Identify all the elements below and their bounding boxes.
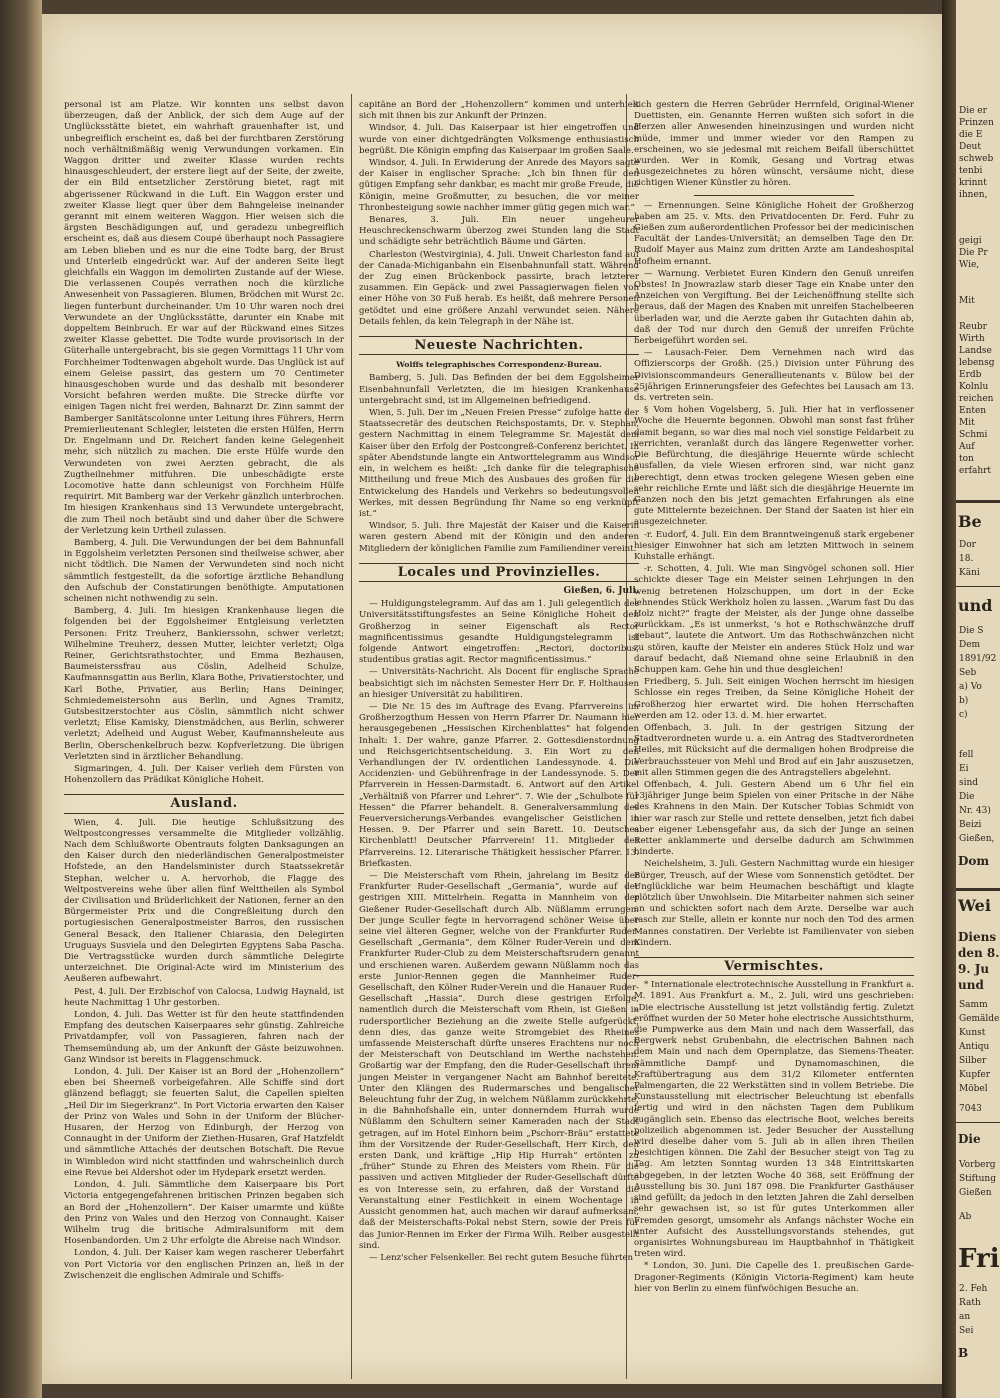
text-fragment: Rath [959,1298,981,1308]
text-fragment: Kolnlu [959,382,989,392]
ad-heading-fragment: Wei [958,896,991,915]
text-fragment: Die [959,792,975,802]
text-fragment: Die er [959,106,987,116]
article-paragraph: sich gestern die Herren Gebrüder Herrnfeld, Original-Wiener Duettisten, ein. Genannte Herren wußten sich sofort in die Herzen aller Anwesenden hineinzusingen und wurden nicht müde, immer und immer wieder vor den Rampen zu erscheinen, wo sie jedesmal mit reichem Beifall überschüttet wurden. Wer in Komik, Gesang und Vortrag etwas Ausgezeichnetes zu hören wünscht, versäume nicht, diese richtigen Wiener Künstler zu hören. [634,100,914,189]
article-paragraph: — Huldigungstelegramm. Auf das am 1. Juli gelegentlich des Universitätsstiftungsfestes an Seine Königliche Hoheit den Großherzog in seiner Eigenschaft als Rector magnificentissimus gesandte Huldigungstelegramm ist folgende Antwort eingetroffen: „Rectori, doctoribus, studentibus gratias agit. Rector magnificentissimus.“ [359,599,639,666]
article-paragraph: Windsor, 5. Juli. Ihre Majestät der Kaiser und die Kaiserin waren gestern Abend mit der Königin und den anderen Mitgliedern der königlichen Familie zum Familiendiner vereint. [359,521,639,554]
text-fragment: Silber [959,1056,987,1066]
text-fragment: Auf [959,442,975,452]
text-fragment: lebensg [959,358,995,368]
text-fragment: schweb [959,154,994,164]
article-paragraph: -r. Eudorf, 4. Juli. Ein dem Branntweingenuß stark ergebener hiesiger Einwohner hat sich am letzten Mittwoch in seinem Kuhstalle erhängt. [634,529,914,562]
section-heading-neueste-nachrichten: Neueste Nachrichten. [359,336,639,355]
text-fragment: Dor [959,540,976,550]
text-fragment: Erdb [959,370,982,380]
rule [956,500,1000,503]
article-paragraph: Friedberg, 5. Juli. Seit einigen Wochen herrscht im hiesigen Schlosse ein reges Treiben, da Seine Königliche Hoheit der Großherzog hier erwartet wird. Die hohen Herrschaften werden am 12. oder 13. d. M. hier erwartet. [634,677,914,721]
text-fragment: b) [959,696,969,706]
text-fragment: fell [959,750,974,760]
page-gutter [942,0,956,1398]
text-fragment: tenbi [959,166,983,176]
column-1 [64,100,344,1283]
text-fragment: Kupfer [959,1070,991,1080]
text-fragment: Möbel [959,1084,988,1094]
article-paragraph: Offenbach, 4. Juli. Gestern Abend um 6 Uhr fiel ein 13jähriger Junge beim Spielen von einer Pritsche in der Nähe des Krahnens in den Main. Der Kutscher Tobias Schmidt von hier war rasch zur Stelle und rettete denselben, jetzt fich dabei aber eigener Lebensgefahr aus, da sich der Junge an seinen Retter anklammerte und derselbe dadurch am Schwimmen hinderte. [634,779,914,858]
section-subheading: Wolffs telegraphisches Correspondenz-Bureau. [396,360,602,370]
article-paragraph: London, 4. Juli. Sämmtliche dem Kaiserpaare bis Port Victoria entgegengefahrenen britischen Prinzen begaben sich an Bord der „Hohenzollern“. Der Kaiser umarmte und küßte den Prinz von Wales und den Herzog von Connaught. Kaiser Wilhelm trug die britische Admiralsuniform mit dem Hosenbandorden. Um 2 Uhr erfolgte die Abreise nach Windsor. [64,1180,344,1247]
text-fragment: an [959,1312,971,1322]
rule [956,888,1000,891]
text-fragment: Dom [958,854,990,868]
text-fragment: Wie, [959,260,980,270]
article-paragraph: — Die Nr. 15 des im Auftrage des Evang. Pfarrvereins im Großherzogthum Hessen von Herrn Pfarrer Dr. Naumann hier herausgegebenen „Hessischen Kirchenblattes“ hat folgenden Inhalt: 1. Der wahre, ganze Pfarrer. 2. Gottesdienstordnung und Reichsgerichtsentscheidung. 3. Ein Wort zu den Verhandlungen der IV. ordentlichen Landessynode. 4. Die Accidenzien- und Gebührenfrage in der Landessynode. 5. Der Pfarrverein in Hessen-Darmstadt. 6. Antwort auf den Artikel „Verhältniß von Pfarrer und Lehrer“. 7. Wie der „Schulbote für Hessen“ die Pfarrer behandelt. 8. Generalversammlung des Feuerversicherungs-Verbandes evangelischer Geistlichen in Hessen. 9. Der Pfarrer und sein Barett. 10. Deutsches Kirchenblatt! Deutscher Pfarrverein! 11. Mitglieder des Pfarrvereins. 12. Literarische Thätigkeit hessischer Pfarrer. 13. Briefkasten. [359,701,639,869]
article-paragraph: — Ernennungen. Seine Königliche Hoheit der Großherzog haben am 25. v. Mts. den Privatdocenten Dr. Ferd. Fuhr zu Gießen zum außerordentlichen Professor bei der medicinischen Facultät der Landes-Universität; an demselben Tage den Dr. Rudolf Mayer aus Mainz zum dritten Arzte am Landeshospital Hofheim ernannt. [634,200,914,267]
text-fragment: Dem [959,640,981,650]
divider [694,195,854,196]
ad-heading-fragment: und [958,596,993,615]
text-fragment: c) [959,710,968,720]
article-paragraph: — Universitäts-Nachricht. Als Docent für englische Sprache beabsichtigt sich im nächsten Semester Herr Dr. F. Holthausen an hiesiger Universität zu habilitiren. [359,667,639,700]
text-fragment: Die [958,1132,981,1146]
text-fragment: Seb [959,668,977,678]
article-paragraph: Sigmaringen, 4. Juli. Der Kaiser verlieh dem Fürsten von Hohenzollern das Prädikat Königliche Hoheit. [64,763,344,786]
text-fragment: B [958,1346,969,1360]
section-heading-locales: Locales und Provinzielles. [359,563,639,582]
section-heading-ausland: Ausland. [64,794,344,813]
text-fragment: Sei [959,1326,974,1336]
text-fragment: Gemälde [959,1014,1000,1024]
article-paragraph: London, 4. Juli. Der Kaiser kam wegen rascherer Ueberfahrt von Port Victoria vor den englischen Prinzen an, ließ in der Zwischenzeit die englischen Admirale und Schiffs- [64,1248,344,1281]
text-fragment: erfahrt [959,466,992,476]
text-fragment: die E [959,130,983,140]
article-paragraph: Neichelsheim, 3. Juli. Gestern Nachmittag wurde ein hiesiger Bürger, Treusch, auf der Wiese vom Sonnenstich getödtet. Der Unglückliche war beim Heumachen beschäftigt und klagte plötzlich über Unwohlsein. Die Mitarbeiter nahmen sich seiner an und schickten sofort nach dem Arzte. Derselbe war auch rasch zur Stelle, allein er konnte nur noch den Tod des armen Mannes constatiren. Der Verlebte ist Familienvater von sieben Kindern. [634,859,914,948]
article-paragraph: Windsor, 4. Juli. Das Kaiserpaar ist hier eingetroffen und wurde von einer dichtgedrängten Volksmenge enthusiastisch begrüßt. Die Königin empfing das Kaiserpaar im großen Saale. [359,123,639,156]
text-fragment: Die S [959,626,984,636]
text-fragment: a) Vo [959,682,982,692]
text-fragment: Deut [959,142,981,152]
text-fragment: Gießen [959,1188,992,1198]
article-paragraph: London, 4. Juli. Der Kaiser ist an Bord der „Hohenzollern“ eben bei Sheerneß vorbeigefahren. Alle Schiffe sind dort glänzend beflaggt; sie feuerten Salut, die Capellen spielten „Heil Dir im Siegerkranz“. In Port Victoria erwarten den Kaiser der Prinz von Wales und Sohn in der Uniform der Blücher-Husaren, der Herzog von Edinburgh, der Herzog von Connaught in der Uniform der Ziethen-Husaren, Graf Hatzfeldt und sämmtliche Attachés der deutschen Botschaft. Die Revue in Wimbledon wird nicht stattfinden und wahrscheinlich durch eine Revue bei Aldershot oder im Hydepark ersetzt werden. [64,1067,344,1178]
text-fragment: Samm [959,1000,988,1010]
article-paragraph: personal ist am Platze. Wir konnten uns selbst davon überzeugen, daß der Anblick, der sich dem Auge auf der Unglücksstätte bietet, ein wahrhaft grauenhafter ist, und unbegreiflich erscheint es, daß bei der furchtbaren Zerstörung noch verhältnißmäßig wenig Verwundungen vorkamen. Ein Waggon dritter und zweiter Klasse wurden rechts hinausgeschleudert, der erstere liegt auf der Seite, der zweite, der ein Bild entsetzlicher Zerstörung bietet, ragt mit abgerissener Rückwand in die Luft. Ein Waggon erster und zweiter Klasse liegt quer über dem Bahngeleise ineinander gerannt mit einem weiteren Waggon. Hier weisen sich die ärgsten Beschädigungen auf, und geradezu unbegreiflich erscheint es, daß aus diesem Coupé überhaupt noch Passagiere am Leben blieben und es nur die eine Todte barg, der Brust und Unterleib eingedrückt war. Auf der anderen Seite liegt gleichfalls ein Waggon im demolirten Zustande auf der Wiese. Die verlassenen Coupés verrathen noch die kürzliche Anwesenheit von Passagieren. Blumen, Brödchen mit Wurst 2c. liegen funterbunt durcheinander. Um 10 Uhr waren noch drei Verwundete an der Unglücksstätte, darunter ein Knabe mit doppeltem Beinbruch. Er war auf der Rückwand eines Sitzes zweiter Klasse gebettet. Die Todte wurde provisorisch in der Güterhalle untergebracht, bis sie gegen Vormittags 11 Uhr vom Forchheimer Todtenwagen abgeholt wurde. Das Unglück ist auf einem Geleise passirt, das gestern um 70 Centimeter hinausgeschoben wurde und das deshalb mit besonderer Vorsicht befahren werden mußte. Die Strecke dürfte vor einigen Tagen nicht frei werden, Bahnarzt Dr. Zinn sammt der Bamberger Sanitätscolonne unter Leitung ihres Führers, Herrn Premierlieutenant Schlegler, leisteten die ersten Hülfen, Herrn Dr. Engelmann und Dr. Reichert fanden keine Gelegenheit mehr, sich nützlich zu machen. Die erste Hülfe wurde den Verwundeten von zwei Aerzten gebracht, die als Zugtheilnehmer mitfuhren. Die unbeschädigte erste Locomotive hatte dann schleunigst von Forchheim Hülfe requirirt. Mit Bamberg war der Verkehr gänzlich unterbrochen. Im hiesigen Krankenhaus sind 13 Verwundete untergebracht, die zum Theil noch betäubt sind und daher über die Schwere der Verletzung kein Urtheil zulassen. [64,100,344,536]
text-fragment: Diens [958,930,997,944]
scan-left-edge [0,0,42,1398]
text-fragment: Ei [959,764,969,774]
text-fragment: Vorberg [959,1160,996,1170]
text-fragment: krinnt [959,178,987,188]
text-fragment: 9. Ju [958,962,990,976]
section-heading-vermischtes: Vermischtes. [634,957,914,976]
text-fragment: sind [959,778,979,788]
text-fragment: ihnen, [959,190,988,200]
text-fragment: Reubr [959,322,987,332]
article-paragraph: Bamberg, 4. Juli. Im hiesigen Krankenhause liegen die folgenden bei der Eggolsheimer Entgleisung verletzten Personen: Fritz Treuherz, Bankierssohn, schwer verletzt; Wilhelmine Treuherz, dessen Mutter, leichter verletzt; Olga Reiner, Gerichtsrathstochter, und Emma Bezhausen, Baumeisterssfrau aus Cöslin, Adelheid Schulze, Kaufmannsgattin aus Berlin, Klara Bothe, Privatierstochter, und Karl Bothe, Privatier, aus Berlin; Hans Deininger, Schmiedemeistersohn aus Berlin, und Agnes Tramitz, Gutsbesitzerstochter aus Cöslin, sämmtlich nicht schwer verletzt; Elise Kamisky, Dienstmädchen, aus Berlin, schwerer verletzt; Adelheid und August Weber, Kaufmannsheleute aus Berlin, Oberschenkelbruch bezw. Kopfverletzung. Die übrigen Verletzten sind in ärztlicher Behandlung. [64,606,344,762]
text-fragment: reichen [959,394,994,404]
rule [956,586,1000,587]
article-paragraph: Wien, 4. Juli. Die heutige Schlußsitzung des Weltpostcongresses versammelte die Mitglieder vollzählig. Nach dem Schlußworte Obentrauts folgten Danksagungen an den Kaiser durch den niederländischen Generalpostmeister Hofstede, an den Handelsminister durch Staatssekretär Stephan, welcher u. A. hervorhob, die Flagge des Weltpostvereins wehe über allen fünf Welttheilen als Symbol der Civilisation und Brüderlichkeit der Nationen, ferner an den Bürgermeister Prix und die Congreßleitung durch den portugiesischen Generalpostmeister Barros, den russischen General Besack, den Italiener Chiarasia, den Delegirten Uruguays Susviela und den Delegirten Egyptens Saba Pascha. Die Vertragsstücke wurden durch sämmtliche Delegirte unterzeichnet. Die Original-Acte wird im Ministerium des Aeußeren aufbewahrt. [64,817,344,985]
article-paragraph: -r. Schotten, 4. Juli. Wie man Singvögel schonen soll. Hier schickte dieser Tage ein Meister seinen Lehrjungen in den wenig betretenen Holzschuppen, um dort in der Ecke lehnendes Stück Werkholz holen zu lassen. „Warum fast Du das Holz nicht?“ fragte der Meister, als der Junge ohne dasselbe zurückkam. „Es ist unmerkst, 's hot e Rothschwänzche druff gebaut“, lautete die Antwort. Um das Rothschwänzchen nicht zu stören, kaufte der Meister ein anderes Stück Holz und war darauf bedacht, daß Niemand ohne seine Erlaubniß in den Schuppen kam. Gehe hin und thue desgleichen! [634,564,914,675]
column-2 [359,100,639,1265]
text-fragment: 18. [959,554,974,564]
article-paragraph: Benares, 3. Juli. Ein neuer ungeheurer Heuschreckenschwarm überzog zwei Stunden lang die Stadt und schädigte sehr beträchtlich Bäume und Gärten. [359,215,639,248]
newspaper-page [42,14,942,1384]
text-fragment: Käni [959,568,980,578]
text-fragment: Antiqu [959,1042,990,1052]
article-paragraph: Offenbach, 3. Juli. In der gestrigen Sitzung der Stadtverordneten wurde u. a. ein Antrag des Stadtverordneten Heiles, mit Rücksicht auf die dermaligen hohen Brodpreise die Verbrauchssteuer von Mehl und Brod auf ein Jahr auszusetzen, mit allen Stimmen gegen die des Antragstellers abgelehnt. [634,722,914,778]
article-paragraph: — Lausach-Feier. Dem Vernehmen nach wird das Offizierscorps der Großh. (25.) Division unter Führung des Divisionscommandeurs Generallieutenants v. Bülow bei der 25jährigen Erinnerungsfeier des Gefechtes bei Lausach am 13. ds. vertreten sein. [634,348,914,404]
text-fragment: 7043 [959,1104,982,1114]
text-fragment: den 8. [958,946,1000,960]
text-fragment: Nr. 43) [959,806,991,816]
text-fragment: geigi [959,236,982,246]
adjacent-page-strip [956,0,1000,1398]
dateline: Gießen, 6. Juli. [563,585,639,596]
text-fragment: Beizi [959,820,982,830]
ad-heading-fragment: Be [958,512,982,531]
ad-heading-fragment: Fri [958,1244,1000,1274]
column-3 [634,100,914,1296]
text-fragment: Die Pr [959,248,988,258]
article-paragraph: — Die Meisterschaft vom Rhein, jahrelang im Besitz der Frankfurter Ruder-Gesellschaft „Germania“, wurde auf der gestrigen XIII. Mittelrhein. Regatta in Mannheim von der Gießener Ruder-Gesellschaft durch Alb. Nüßlamm errungen. Der junge Sculler fegte in hervorragend schöner Weise über seine viel älteren Gegner, welche von der Frankfurter Ruder-Gesellschaft „Germania“, dem Kölner Ruder-Verein und dem Frankfurter Ruder-Club zu dem Meisterschaftsrudern genannt und erschienen waren. Außerdem gewann Nüßlamm noch das erste Junior-Rennen gegen die Mannheimer Ruder-Gesellschaft, den Kölner Ruder-Verein und die Hanauer Ruder-Gesellschaft „Hassia“. Durch diese gestrigen Erfolge, namentlich durch die Meisterschaft vom Rhein, ist Gießen in rudersportlicher Beziehung an die zweite Stelle aufgerückt, denn dies, das ganze weite Stromgebiet des Rheines umfassende Meisterschaft dürfte unseres Erachtens nur noch der Meisterschaft von Deutschland im Werthe nachstehen. Großartig war der Empfang, den die Ruder-Gesellschaft ihrem jungen Meister in vergangener Nacht am Bahnhof bereitete. Unter den Klängen des Rudermarsches und bengalischer Beleuchtung fuhr der Zug, in welchem Nüßlamm zurückkehrte, in die Bahnhofshalle ein, unter donnerndem Hurrah wurde Nüßlamm den Schultern seiner Kameraden nach der Stadt getragen, auf im Hotel Einhorn beim „Pschorr-Bräu“ erstattete ihm der Vorsitzende der Ruder-Gesellschaft, Herr Kirch, den ersten Dank, und kräftige „Hip Hip Hurrah“ ertönten zu „früher“ Stunde zu Ehren des Meisters vom Rhein. Für die passiven und activen Mitglieder der Ruder-Gesellschaft dürfte es von Interesse sein, zu erfahren, daß der Vorstand die Veranstaltung einer Festlichkeit in einem Wochentage in Aussicht genommen hat, auch machen wir darauf aufmerksam, daß der Meisterschafts-Pokal nebst Stern, sowie der Preis für das Junior-Rennen im Erker der Firma Wilh. Reiber ausgestellt sind. [359,871,639,1251]
article-paragraph: — Warnung. Verbietet Euren Kindern den Genuß unreifen Obstes! In Jnowrazlaw starb dieser Tage ein Knabe unter den Anzeichen von Vergiftung. Bei der Leichenöffnung stellte sich heraus, daß der Magen des Knaben mit unreifen Stachelbeeren überladen war, und die Aerzte gaben ihr Gutachten dahin ab, daß der Tod nur durch den Genuß der unreifen Früchte herbeigeführt worden sei. [634,268,914,347]
article-paragraph: Windsor, 4. Juli. In Erwiderung der Anrede des Mayors sagte der Kaiser in englischer Sprache: „Ich bin Ihnen für den gütigen Empfang sehr dankbar, es macht mir große Freude, die Königin, meine Großmutter, zu besuchen, die vor meiner Thronbesteigung sowie nachher immer gütig gegen mich war.“ [359,158,639,213]
text-fragment: 2. Feh [959,1284,988,1294]
article-paragraph: London, 4. Juli. Das Wetter ist für den heute stattfindenden Empfang des deutschen Kaiserpaares sehr günstig. Zahlreiche Privatdampfer, voll von Passagieren, fahren nach der Themsemündung ab, um der Ankunft der Gäste beizuwohnen. Ganz Windsor ist bereits in Flaggenschmuck. [64,1010,344,1065]
article-paragraph: Bamberg, 5. Juli. Das Befinden der bei dem Eggolsheimer Eisenbahnunfall Verletzten, die im hiesigen Krankenhause untergebracht sind, ist im Allgemeinen befriedigend. [359,373,639,406]
text-fragment: Mit [959,296,975,306]
column-rule [351,94,352,1379]
text-fragment: Ab [959,1212,972,1222]
article-paragraph: Wien, 5. Juli. Der im „Neuen Freien Presse“ zufolge hatte der Staatssecretär des deutschen Reichspostamts, Dr. v. Stephan, gestern Nachmittag in einem Telegramme Sr. Majestät dem Kaiser über den Erfolg der Postcongreß-Conferenz berichtet. In später Abendstunde langte ein Antworttelegramm aus Windsor ein, in welchem es heißt: „Ich danke für die telegraphische Mittheilung und freue Mich des Ausbaues des großen für die Entwickelung des Handels und Verkehrs so bedeutungsvollen Werkes, mit dessen Begründung Ihr Name so eng verknüpft ist.“ [359,408,639,519]
text-fragment: Kunst [959,1028,986,1038]
text-fragment: ton [959,454,974,464]
rule [956,1122,1000,1123]
article-paragraph: * Internationale electrotechnische Ausstellung in Frankfurt a. M. 1891. Aus Frankfurt a. M., 2. Juli, wird uns geschrieben: „Die electrische Ausstellung ist jetzt vollständig fertig. Zuletzt eröffnet wurden der 50 Meter hohe electrische Aussichtsthurm, die Pumpwerke aus dem Main und nach dem Wasserfall, das Bergwerk nebst Grubenbahn, die electrischen Bahnen nach dem Main und nach dem Opernplatze, das Siemens-Theater. Sämmtliche Dampf- und Dynamomaschinen, die Kraftübertragung aus dem 31/2 Kilometer entfernten Palmengarten, die 22 Werkstätten sind in vollem Betriebe. Die Kunstausstellung mit electrischer Beleuchtung ist ebenfalls fertig und wird in den nächsten Tagen dem Publikum zugänglich sein. Ebenso das electrische Boot, welches bereits polizeilich abgenommen ist. Jeder Besucher der Ausstellung wird dieselbe daher vom 5. Juli ab in allen ihren Theilen besichtigen können. Die Zahl der Besucher steigt von Tag zu Tag. Am letzten Sonntag wurden 13 348 Eintrittskarten abgegeben, in der letzten Woche 40 368, seit Eröffnung der Ausstellung bis 30. Juni 187 098. Die Frankfurter Gasthäuser sind gefüllt; da jedoch in den letzten Jahren die Zahl derselben sehr gewachsen ist, so ist für gutes Unterkommen aller Fremden gesorgt, umsomehr als Anfangs nächster Woche ein unter Aufsicht des Ausstellungsvorstands stehendes, gut organisirtes Wohnungsbureau im Hauptbahnhof in Thätigkeit treten wird. [634,980,914,1260]
text-fragment: 1891/92 [959,654,997,664]
article-paragraph: capitäne an Bord der „Hohenzollern“ kommen und unterhielt sich mit ihnen bis zur Ankunft der Prinzen. [359,100,639,122]
text-fragment: Mit [959,418,975,428]
text-fragment: Gießen, [959,834,995,844]
article-paragraph: § Vom hohen Vogelsberg, 5. Juli. Hier hat in verflossener Woche die Heuernte begonnen. Obwohl man sonst fast früher damit begann, so war dies mal noch viel sonstige Feldarbeit zu verrichten, veranlaßt durch das längere Regenwetter vorher. Die Befürchtung, die diesjährige Heuernte würde schlecht ausfallen, da viele Wiesen erfroren sind, war nicht ganz berechtigt, denn etwas trocken gelegene Wiesen geben eine sehr reichliche Ernte und läßt sich die diesjährige Heuernte im Ganzen noch den bis jetzt gemachten Erfahrungen als eine gute Mittelernte bezeichnen. Der Stand der Saaten ist hier ein ausgezeichneter. [634,405,914,528]
text-fragment: Wirth [959,334,985,344]
text-fragment: Enten [959,406,987,416]
article-paragraph: Pest, 4. Juli. Der Erzbischof von Calocsa, Ludwig Haynald, ist heute Nachmittag 1 Uhr gestorben. [64,986,344,1008]
article-paragraph: Bamberg, 4. Juli. Die Verwundungen der bei dem Bahnunfall in Eggolsheim verletzten Personen sind theilweise schwer, aber nicht tödtlich. Die Namen der Verwundeten sind noch nicht sämmtlich festgestellt, da die sofortige ärztliche Behandlung den Aufschub der Constatirungen benöthigte. Amputationen scheinen nicht nothwendig zu sein. [64,537,344,604]
article-paragraph: Charleston (Westvirginia), 4. Juli. Unweit Charleston fand auf der Canada-Michiganbahn ein Eisenbahnunfall statt. Während der Zug einen Brückenbock passirte, brach letzterer zusammen. Ein Gepäck- und zwei Passagierwagen fielen von einer Höhe von 30 Fuß herab. Es heißt, daß mehrere Personen getödtet und eine größere Anzahl verwundet seien. Nähere Details fehlen, da kein Telegraph in der Nähe ist. [359,249,639,327]
article-paragraph: * London, 30. Juni. Die Capelle des 1. preußischen Garde-Dragoner-Regiments (Königin Victoria-Regiment) kam heute hier von Berlin zu einem fünfwöchigen Besuche an. [634,1261,914,1294]
article-paragraph: — Lenz'scher Felsenkeller. Bei recht gutem Besuche führten [369,1252,634,1263]
text-fragment: Schmi [959,430,988,440]
text-fragment: und [958,978,984,992]
text-fragment: Landse [959,346,992,356]
text-fragment: Stiftung [959,1174,996,1184]
text-fragment: Prinzen [959,118,994,128]
